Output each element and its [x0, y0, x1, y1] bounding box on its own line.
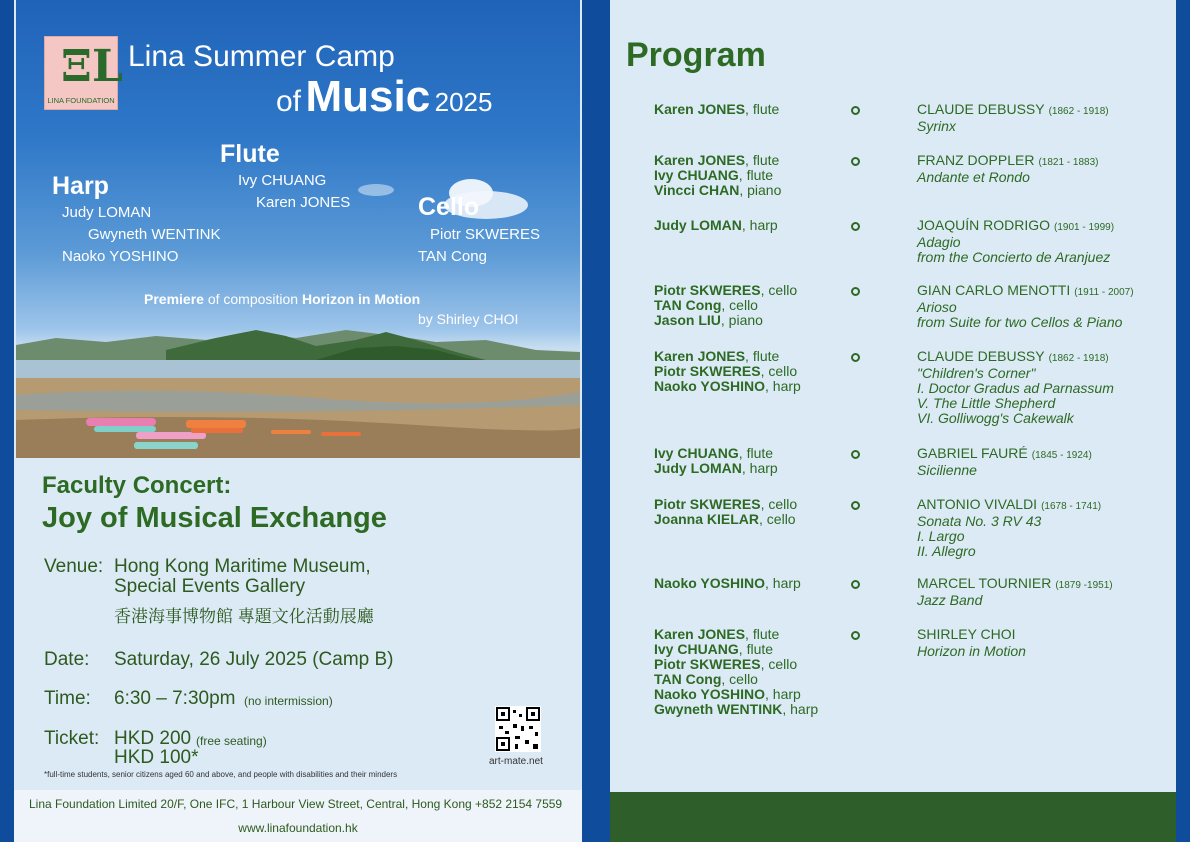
performer [654, 461, 778, 476]
lina-foundation-logo [44, 36, 123, 110]
harp-heading: Harp [52, 172, 109, 200]
title-year: 2025 [434, 87, 493, 117]
page-border-left [0, 0, 14, 842]
work-info [917, 576, 1113, 608]
title-of: of [276, 85, 302, 118]
performer [654, 446, 778, 461]
flute-heading: Flute [220, 140, 280, 168]
performer [654, 283, 797, 298]
concert-heading-1: Faculty Concert: [42, 472, 232, 499]
premiere-work: Horizon in Motion [302, 291, 421, 307]
date-value: Saturday, 26 July 2025 (Camp B) [114, 649, 394, 670]
performer-instrument: , flute [745, 152, 780, 168]
performer-name: Karen JONES [654, 348, 746, 364]
performer [654, 168, 781, 183]
performers-list [654, 627, 818, 717]
date-label: Date: [44, 649, 90, 670]
performer-name: Karen JONES [654, 626, 746, 642]
page-gutter [582, 0, 610, 842]
composer-name: FRANZ DOPPLER [917, 152, 1035, 168]
performer [654, 102, 779, 117]
performer [654, 379, 801, 394]
hero-image [16, 0, 580, 458]
composer-name: CLAUDE DEBUSSY [917, 348, 1045, 364]
bullet-circle-icon [851, 157, 860, 166]
performer [654, 313, 797, 328]
performer-name: Piotr SKWERES [654, 363, 761, 379]
performer-name: Judy LOMAN [654, 460, 742, 476]
cello-name: TAN Cong [418, 248, 487, 265]
bullet-circle-icon [851, 631, 860, 640]
composer-line [917, 218, 1114, 235]
performer-name: TAN Cong [654, 297, 722, 313]
premiere-by: by Shirley CHOI [418, 311, 519, 327]
work-title: Jazz Band [917, 592, 983, 608]
program-footer-bar [610, 792, 1176, 842]
performer-name: Piotr SKWERES [654, 282, 761, 298]
bullet-circle-icon [851, 106, 860, 115]
performer-instrument: , flute [738, 167, 774, 183]
performer [654, 672, 818, 687]
title-line-1: Lina Summer Camp [128, 40, 395, 73]
premiere-label: Premiere [144, 291, 204, 307]
performer-instrument: , harp [765, 575, 801, 591]
performer [654, 218, 778, 233]
performer-instrument: , piano [720, 312, 763, 328]
composer-name: ANTONIO VIVALDI [917, 496, 1038, 512]
performer-name: Judy LOMAN [654, 217, 742, 233]
concert-heading-2: Joy of Musical Exchange [42, 502, 387, 534]
work-title: V. The Little Shepherd [917, 395, 1056, 411]
composer-years: (1678 - 1741) [1041, 501, 1102, 512]
work-title: from Suite for two Cellos & Piano [917, 314, 1123, 330]
performer-instrument: , harp [782, 701, 819, 717]
performer-name: Piotr SKWERES [654, 656, 761, 672]
performer [654, 183, 781, 198]
work-info [917, 283, 1134, 330]
qr-code-icon[interactable] [495, 706, 541, 752]
qr-caption: art-mate.net [489, 756, 543, 767]
performers-list [654, 283, 797, 328]
performer-name: Vincci CHAN [654, 182, 740, 198]
ticket-price-1: HKD 200 [114, 728, 192, 749]
poster-footer [14, 790, 582, 842]
work-title: Arioso [917, 299, 957, 315]
program-title: Program [626, 36, 766, 74]
composer-line [917, 627, 1026, 644]
logo-text: LINA FOUNDATION [47, 96, 115, 105]
work-title: VI. Golliwogg's Cakewalk [917, 410, 1074, 426]
composer-name: MARCEL TOURNIER [917, 575, 1052, 591]
performer-instrument: , cello [760, 656, 798, 672]
composer-years: (1879 -1951) [1055, 580, 1113, 591]
performer-instrument: , flute [738, 641, 774, 657]
performer-instrument: , cello [760, 363, 798, 379]
performer [654, 642, 818, 657]
performer [654, 298, 797, 313]
page-border-right [1176, 0, 1190, 842]
composer-name: GABRIEL FAURÉ [917, 445, 1028, 461]
performers-list [654, 576, 801, 591]
performer-name: Ivy CHUANG [654, 445, 739, 461]
composer-years: (1862 - 1918) [1048, 353, 1109, 364]
flute-name: Karen JONES [256, 194, 351, 211]
bullet-circle-icon [851, 353, 860, 362]
premiere-line [144, 291, 420, 307]
performers-list [654, 497, 797, 527]
work-title: Syrinx [917, 118, 956, 134]
time-note: (no intermission) [244, 694, 333, 708]
website-link[interactable]: www.linafoundation.hk [238, 821, 358, 835]
performer-instrument: , harp [741, 217, 778, 233]
time-value: 6:30 – 7:30pm [114, 688, 236, 709]
bullet-circle-icon [851, 450, 860, 459]
performer-name: Gwyneth WENTINK [654, 701, 783, 717]
performer-name: TAN Cong [654, 671, 722, 687]
harp-name: Judy LOMAN [62, 204, 152, 221]
venue-line-1: Hong Kong Maritime Museum, [114, 556, 371, 577]
bullet-circle-icon [851, 501, 860, 510]
performer-instrument: , cello [721, 297, 758, 313]
work-title: I. Doctor Gradus ad Parnassum [917, 380, 1114, 396]
performer-name: Karen JONES [654, 152, 746, 168]
performer-name: Piotr SKWERES [654, 496, 761, 512]
performer [654, 364, 801, 379]
composer-line [917, 283, 1134, 300]
performer [654, 702, 818, 717]
composer-years: (1845 - 1924) [1031, 450, 1092, 461]
composer-years: (1821 - 1883) [1038, 157, 1099, 168]
performer-name: Naoko YOSHINO [654, 686, 765, 702]
performer-name: Karen JONES [654, 101, 746, 117]
work-info [917, 102, 1109, 134]
bullet-circle-icon [851, 287, 860, 296]
performer-instrument: , harp [741, 460, 778, 476]
bullet-circle-icon [851, 222, 860, 231]
performers-list [654, 349, 801, 394]
performer-instrument: , flute [745, 348, 780, 364]
work-title: Horizon in Motion [917, 643, 1026, 659]
work-info [917, 627, 1026, 659]
flute-name: Ivy CHUANG [238, 172, 327, 189]
cello-name: Piotr SKWERES [430, 226, 541, 243]
performer [654, 153, 781, 168]
composer-name: JOAQUÍN RODRIGO [917, 217, 1051, 233]
performer-instrument: , cello [721, 671, 758, 687]
premiere-mid: of composition [203, 291, 302, 307]
performer [654, 627, 818, 642]
performer-instrument: , harp [765, 686, 801, 702]
poster-panel [14, 0, 582, 842]
performer-name: Naoko YOSHINO [654, 575, 765, 591]
work-title: II. Allegro [917, 543, 976, 559]
work-title: from the Concierto de Aranjuez [917, 249, 1111, 265]
time-label: Time: [44, 688, 91, 709]
harp-name: Gwyneth WENTINK [88, 226, 221, 243]
performer-instrument: , harp [765, 378, 801, 394]
cello-heading: Cello [418, 193, 480, 221]
work-title: Sonata No. 3 RV 43 [917, 513, 1042, 529]
composer-years: (1862 - 1918) [1048, 106, 1109, 117]
harp-name: Naoko YOSHINO [62, 248, 179, 265]
performer-name: Ivy CHUANG [654, 167, 739, 183]
performers-list [654, 153, 781, 198]
composer-name: GIAN CARLO MENOTTI [917, 282, 1071, 298]
performer-name: Jason LIU [654, 312, 721, 328]
title-line-2 [276, 72, 492, 122]
composer-line [917, 102, 1109, 119]
logo-mark-icon: ΞL [61, 41, 123, 92]
performer-name: Naoko YOSHINO [654, 378, 765, 394]
work-info [917, 349, 1114, 426]
venue-chinese: 香港海事博物館 專題文化活動展廳 [114, 607, 374, 626]
work-info [917, 218, 1114, 265]
performer-instrument: , flute [738, 445, 774, 461]
performer [654, 687, 818, 702]
performers-list [654, 446, 778, 476]
performer-instrument: , piano [739, 182, 782, 198]
ticket-note-1: (free seating) [196, 734, 267, 748]
composer-line [917, 576, 1113, 593]
address-line: Lina Foundation Limited 20/F, One IFC, 1 Harbour View Street, Central, Hong Kong +852 2154 7559 [29, 797, 563, 811]
composer-years: (1911 - 2007) [1074, 287, 1134, 298]
performer-instrument: , flute [745, 101, 780, 117]
work-info [917, 446, 1092, 478]
composer-name: CLAUDE DEBUSSY [917, 101, 1045, 117]
work-title: Sicilienne [917, 462, 977, 478]
composer-line [917, 153, 1099, 170]
performer-name: Joanna KIELAR [654, 511, 760, 527]
performer-instrument: , flute [745, 626, 780, 642]
work-title: Adagio [917, 234, 961, 250]
performer [654, 512, 797, 527]
performers-list [654, 102, 779, 117]
composer-line [917, 349, 1114, 366]
work-title: I. Largo [917, 528, 965, 544]
venue-label: Venue: [44, 556, 104, 577]
ticket-price-2: HKD 100* [114, 747, 199, 768]
ticket-label: Ticket: [44, 728, 100, 749]
composer-line [917, 446, 1092, 463]
venue-line-2: Special Events Gallery [114, 576, 306, 597]
composer-name: SHIRLEY CHOI [917, 626, 1016, 642]
title-music: Music [305, 72, 431, 121]
performers-list [654, 218, 778, 233]
performer [654, 349, 801, 364]
composer-line [917, 497, 1101, 514]
performer [654, 657, 818, 672]
performer-instrument: , cello [760, 282, 798, 298]
work-info [917, 497, 1101, 559]
work-title: Andante et Rondo [917, 169, 1030, 185]
composer-years: (1901 - 1999) [1054, 222, 1115, 233]
program-panel [610, 0, 1176, 842]
performer-instrument: , cello [759, 511, 796, 527]
performer-name: Ivy CHUANG [654, 641, 739, 657]
performer-instrument: , cello [760, 496, 798, 512]
performer [654, 497, 797, 512]
performer [654, 576, 801, 591]
footnote: *full-time students, senior citizens aged 60 and above, and people with disabilities and their minders [44, 770, 398, 779]
work-title: "Children's Corner" [917, 365, 1036, 381]
work-info [917, 153, 1099, 185]
bullet-circle-icon [851, 580, 860, 589]
